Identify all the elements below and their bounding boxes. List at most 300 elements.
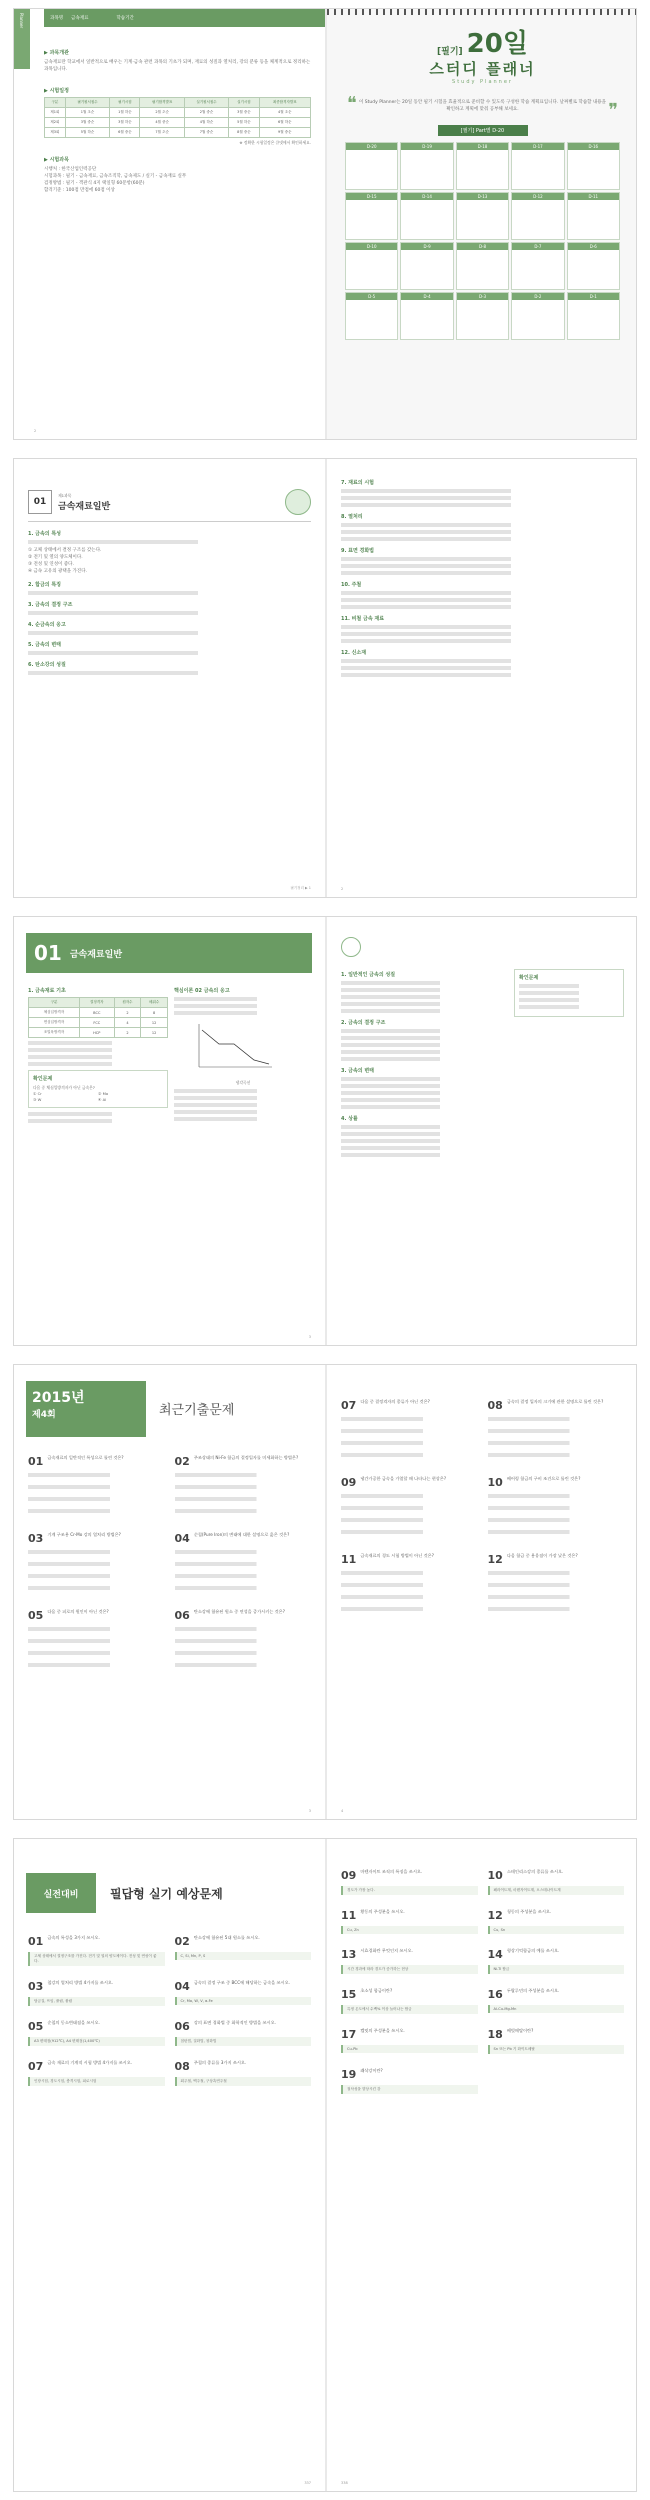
plan-day-label: D-2 [512, 293, 563, 300]
plan-day-label: D-12 [512, 193, 563, 200]
schedule-cell: 2월 초순 [140, 108, 184, 118]
method-item: 검정방법 : 필기 - 객관식 4지 택일형 60문항(60분) [44, 181, 145, 186]
summary-item: ① 고체 상태에서 결정 구조를 갖는다. [28, 548, 102, 553]
plan-day-cell [400, 142, 453, 190]
section-schedule-heading: ▶ 시험일정 [44, 88, 69, 94]
schedule-cell: 제3회 [45, 128, 66, 138]
chapter-number: 01 [34, 941, 62, 965]
question-text: 베빗메탈이란? [506, 2028, 534, 2033]
schedule-cell: 7월 초순 [140, 128, 184, 138]
summary-heading: 12. 신소재 [341, 650, 367, 656]
question-text: 다음 합금 중 용융점이 가장 낮은 것은? [506, 1553, 578, 1558]
plan-day-cell [511, 292, 564, 340]
question-text: 켈밋의 주성분을 쓰시오. [360, 2028, 405, 2033]
question-item [175, 1980, 312, 2006]
plan-day-label: D-18 [457, 143, 508, 150]
question-item [28, 1455, 165, 1516]
chapter-stamp-icon [285, 489, 311, 515]
method-item: 시행처 : 한국산업인력공단 [44, 167, 97, 172]
schedule-cell: 5월 하순 [65, 128, 109, 138]
schedule-cell: 4월 초순 [259, 108, 310, 118]
question-item [341, 1909, 478, 1934]
question-item [488, 1399, 625, 1460]
question-text: 금속의 특성을 3가지 쓰시오. [47, 1935, 100, 1940]
plan-day-cell [511, 192, 564, 240]
question-number: 08 [487, 1399, 503, 1412]
schedule-cell: 제1회 [45, 108, 66, 118]
question-number: 14 [487, 1948, 503, 1961]
question-number: 10 [487, 1476, 503, 1489]
question-number: 06 [174, 1609, 190, 1622]
question-item [28, 1935, 165, 1966]
crystal-row [29, 1018, 168, 1028]
page-number: 2 [341, 887, 344, 891]
plan-day-cell [400, 292, 453, 340]
question-number: 12 [487, 1909, 503, 1922]
plan-day-label: D-8 [457, 243, 508, 250]
section-heading: 1. 금속재료 기초 [28, 988, 66, 994]
planner-title [341, 31, 624, 85]
question-item [341, 2028, 478, 2054]
answer-box: 회주철, 백주철, 구상흑연주철 [175, 2077, 312, 2086]
schedule-cell: 5월 하순 [229, 118, 259, 128]
plan-day-cell [345, 292, 398, 340]
crystal-cell: 체심입방격자 [29, 1008, 80, 1018]
summary-list-right [341, 479, 624, 677]
plan-day-label: D-6 [568, 243, 619, 250]
crystal-cell: HCP [79, 1028, 114, 1038]
answer-box: A3 변태점(912℃), A4 변태점(1,400℃) [28, 2037, 165, 2046]
plan-day-cell [345, 242, 398, 290]
question-text: 쾌삭강이란? [360, 2068, 383, 2073]
question-item [341, 2068, 478, 2094]
check-box-title: 확인문제 [33, 1076, 53, 1082]
answer-box: Sn 또는 Pb 기 화이트메탈 [488, 2045, 625, 2054]
question-number: 03 [28, 1980, 44, 1993]
question-text: 황동의 주성분을 쓰시오. [360, 1909, 405, 1914]
question-number: 16 [487, 1988, 503, 2001]
header-bar [44, 9, 325, 27]
plan-day-cell [567, 292, 620, 340]
summary-heading: 10. 주철 [341, 582, 362, 588]
quote-open-icon: ❝ [347, 93, 357, 114]
schedule-note: ※ 정확한 시험일정은 큐넷에서 확인하세요. [239, 140, 311, 145]
question-text: 두랄루민의 주성분을 쓰시오. [506, 1988, 560, 1993]
chapter-banner [26, 933, 312, 973]
plan-day-cell [567, 242, 620, 290]
right-page [327, 459, 637, 897]
question-number: 12 [487, 1553, 503, 1566]
crystal-cell: 4 [114, 1018, 141, 1028]
crystal-cell: 12 [141, 1018, 168, 1028]
side-tab-label: Planner [19, 13, 24, 29]
questions-right [341, 1399, 624, 1626]
question-number: 18 [487, 2028, 503, 2041]
title-small: [필기] [437, 47, 463, 57]
plan-day-label: D-10 [346, 243, 397, 250]
page-number: 3 [308, 1335, 311, 1339]
summary-item: ③ 전성 및 연성이 좋다. [28, 562, 74, 567]
question-text: 강의 표면 경화법 중 화학적인 방법을 쓰시오. [193, 2020, 276, 2025]
choice: ① Cr [33, 1091, 42, 1096]
question-item [341, 1869, 478, 1895]
question-number: 05 [28, 1609, 44, 1622]
question-text: 베어링 합금의 구비 조건으로 틀린 것은? [506, 1476, 581, 1481]
method-list [44, 166, 311, 194]
question-text: 기계 구조용 Cr-Mo 강의 열처리 방법은? [47, 1532, 121, 1537]
answer-box: C, Si, Mn, P, S [175, 1952, 312, 1960]
question-text: 스테인리스강의 종류를 쓰시오. [506, 1869, 564, 1874]
theory-notes [341, 965, 506, 1160]
section-method-heading: ▶ 시험과목 [44, 157, 69, 163]
crystal-header-cell: 결정격자 [79, 998, 114, 1008]
question-text: 철강의 열처리 방법 4가지를 쓰시오. [47, 1980, 114, 1985]
question-number: 02 [174, 1455, 190, 1468]
question-item [488, 1476, 625, 1537]
question-item [175, 1935, 312, 1966]
question-item [488, 2028, 625, 2054]
plan-day-cell [511, 242, 564, 290]
question-text: 순철(Pure Iron)의 변태에 대한 설명으로 옳은 것은? [193, 1532, 290, 1537]
theory-note-heading: 1. 일반적인 금속의 성질 [341, 972, 396, 978]
title-main: 스터디 플래너 [429, 60, 536, 78]
question-number: 07 [28, 2060, 44, 2073]
plan-day-label: D-1 [568, 293, 619, 300]
exam-round: 제4회 [32, 1410, 56, 1420]
subject-label: 과목명 [50, 15, 64, 21]
planner-intro: 이 Study Planner는 20일 동안 필기 시험을 효율적으로 준비할 수 있도록 구성한 학습 계획표입니다. 날짜별로 학습할 내용을 확인하고 계획에 맞춰 공부해 보세요. [359, 100, 606, 112]
summary-heading: 4. 순금속의 응고 [28, 622, 66, 628]
plan-day-cell [345, 142, 398, 190]
chapter-title: 금속재료일반 [69, 949, 123, 960]
schedule-cell: 6월 중순 [110, 128, 140, 138]
schedule-cell: 6월 하순 [259, 118, 310, 128]
answer-box: 고체 상태에서 결정구조를 가진다. 전기 및 열의 양도체이다. 전성 및 연성이 좋다. [28, 1952, 165, 1966]
question-number: 04 [174, 1532, 190, 1545]
question-text: 마텐자이트 조직의 특징을 쓰시오. [360, 1869, 423, 1874]
section-tag-label: 실전대비 [43, 1889, 79, 1900]
plan-day-label: D-4 [401, 293, 452, 300]
schedule-cell: 2월 중순 [184, 108, 228, 118]
answer-box: Cu, Sn [488, 1926, 625, 1934]
answer-box: Ni-Ti 합금 [488, 1965, 625, 1974]
plan-day-cell [567, 192, 620, 240]
question-number: 05 [28, 2020, 44, 2033]
question-text: 냉간가공한 금속을 가열할 때 나타나는 현상은? [360, 1476, 447, 1481]
schedule-row [45, 128, 311, 138]
summary-heading: 9. 표면 경화법 [341, 548, 375, 554]
question-item [488, 1909, 625, 1934]
question-item [488, 1553, 625, 1614]
answer-box: Cr, Mo, W, V, α-Fe [175, 1997, 312, 2005]
right-page [327, 9, 637, 439]
question-number: 15 [341, 1988, 357, 2001]
theory-note-heading: 2. 금속의 결정 구조 [341, 1020, 386, 1026]
question-text: 주철의 종류를 3가지 쓰시오. [193, 2060, 247, 2065]
question-text: 금속 재료의 기계적 시험 방법 4가지를 쓰시오. [47, 2060, 133, 2065]
plan-day-label: D-5 [346, 293, 397, 300]
crystal-table [28, 997, 168, 1038]
plan-day-label: D-3 [457, 293, 508, 300]
questions-left [28, 1455, 311, 1682]
crystal-header-cell: 배위수 [141, 998, 168, 1008]
question-item [175, 1455, 312, 1516]
plan-day-label: D-7 [512, 243, 563, 250]
question-item [341, 1476, 478, 1537]
question-text: 주조상태의 Ni-Fe 합금의 결정입자를 미세화하는 방법은? [193, 1455, 299, 1460]
summary-heading: 7. 재료의 시험 [341, 480, 375, 486]
plan-day-label: D-14 [401, 193, 452, 200]
question-text: 다음 중 결정격자의 종류가 아닌 것은? [360, 1399, 430, 1404]
left-page [14, 9, 325, 439]
spread-practical [13, 1838, 637, 2492]
question-item [175, 1609, 312, 1670]
schedule-header-cell: 필기원서접수 [65, 98, 109, 108]
check-box-question: 다음 중 체심입방격자가 아닌 금속은? [33, 1085, 95, 1090]
chapter-badge: 01 [28, 490, 52, 514]
question-number: 17 [341, 2028, 357, 2041]
answer-box: 침탄법, 질화법, 청화법 [175, 2037, 312, 2046]
left-page [14, 1365, 325, 1819]
spread-past-exam [13, 1364, 637, 1820]
schedule-cell: 4월 중순 [140, 118, 184, 128]
summary-heading: 1. 금속의 특성 [28, 531, 62, 537]
question-text: 형상기억합금의 예를 쓰시오. [506, 1948, 560, 1953]
question-number: 09 [341, 1869, 357, 1882]
question-item [175, 2060, 312, 2086]
schedule-header-cell: 실기원서접수 [184, 98, 228, 108]
plan-day-cell [456, 242, 509, 290]
plan-day-label: D-16 [568, 143, 619, 150]
question-text: 시효경화란 무엇인지 쓰시오. [360, 1948, 413, 1953]
question-text: 금속재료의 경도 시험 방법이 아닌 것은? [360, 1553, 434, 1558]
question-text: 초소성 합금이란? [360, 1988, 393, 1993]
plan-day-label: D-9 [401, 243, 452, 250]
page-number: 필기정리 ▶ 1 [290, 886, 311, 890]
crystal-header-cell: 구분 [29, 998, 80, 1008]
schedule-row [45, 118, 311, 128]
summary-heading: 2. 합금의 특징 [28, 582, 62, 588]
answer-box: Cu, Zn [341, 1926, 478, 1934]
question-number: 11 [341, 1909, 357, 1922]
question-item [28, 1980, 165, 2006]
right-page [327, 1365, 637, 1819]
plan-day-label: D-13 [457, 193, 508, 200]
schedule-header-cell: 필기시험 [110, 98, 140, 108]
exam-year: 2015년 [32, 1390, 85, 1406]
choice: ④ Al [98, 1097, 107, 1102]
chapter-part: 제1과목 [58, 492, 72, 498]
question-text: 순철의 동소변태점을 쓰시오. [47, 2020, 100, 2025]
answer-box: 페라이트계, 마텐자이트계, 오스테나이트계 [488, 1886, 625, 1895]
answer-box: Al-Cu-Mg-Mn [488, 2005, 625, 2013]
summary-item: ④ 금속 고유의 광택을 가진다. [28, 569, 88, 574]
plan-day-label: D-17 [512, 143, 563, 150]
intro-text: 금속재료란 학교에서 일반적으로 배우는 기계·금속 관련 과목의 기초가 되며, 재료의 성질과 열처리, 강의 분류 등을 체계적으로 정리하는 과목입니다. [44, 60, 311, 72]
answer-box: 경도가 가장 높다. [341, 1886, 478, 1895]
plan-day-label: D-20 [346, 143, 397, 150]
crystal-cell: 12 [141, 1028, 168, 1038]
schedule-cell: 7월 중순 [184, 128, 228, 138]
summary-heading: 11. 비철 금속 재료 [341, 616, 385, 622]
question-item [488, 1948, 625, 1974]
theory-note-heading: 4. 상률 [341, 1116, 358, 1122]
question-text: 청동의 주성분을 쓰시오. [506, 1909, 552, 1914]
question-item [341, 1988, 478, 2014]
question-item [175, 1532, 312, 1593]
left-page [14, 459, 325, 897]
cooling-curve-graph [194, 1022, 274, 1072]
chapter-title: 금속재료일반 [58, 501, 111, 512]
page-number: 2 [34, 429, 37, 433]
schedule-cell: 1월 초순 [65, 108, 109, 118]
question-item [488, 1869, 625, 1895]
schedule-cell: 1월 하순 [110, 108, 140, 118]
question-number: 01 [28, 1455, 44, 1468]
summary-heading: 3. 금속의 결정 구조 [28, 602, 73, 608]
crystal-cell: 2 [114, 1008, 141, 1018]
answer-box: 시간 경과에 따라 경도가 증가하는 현상 [341, 1965, 478, 1974]
schedule-cell: 4월 하순 [184, 118, 228, 128]
title-number: 20일 [466, 29, 528, 59]
practical-title: 필답형 실기 예상문제 [110, 1887, 223, 1901]
schedule-cell: 3월 하순 [110, 118, 140, 128]
question-text: 금속의 결정 구조 중 BCC에 해당하는 금속을 쓰시오. [193, 1980, 290, 1985]
question-item [488, 1988, 625, 2014]
plan-label: [필기] Part별 D-20 [438, 125, 528, 136]
summary-heading: 5. 금속의 변태 [28, 642, 62, 648]
crystal-cell: 면심입방격자 [29, 1018, 80, 1028]
question-item [341, 1399, 478, 1460]
year-banner [26, 1381, 146, 1437]
plan-day-cell [511, 142, 564, 190]
right-page [327, 1839, 637, 2491]
question-number: 07 [341, 1399, 357, 1412]
method-item: 시험과목 : 필기 - 금속재료, 금속조직학, 금속제도 / 실기 - 금속재료 실무 [44, 174, 187, 179]
schedule-table [44, 97, 311, 138]
theory-title: 핵심이론 02 금속의 응고 [174, 988, 230, 994]
answer-box: 인장시험, 경도시험, 충격시험, 피로시험 [28, 2077, 165, 2086]
question-text: 금속의 결정 입자의 크기에 관한 설명으로 틀린 것은? [506, 1399, 604, 1404]
check-box [28, 1070, 168, 1108]
schedule-header-cell: 구분 [45, 98, 66, 108]
right-page [327, 917, 637, 1345]
page-number: 3 [308, 1809, 311, 1813]
plan-day-cell [400, 192, 453, 240]
question-number: 04 [174, 1980, 190, 1993]
summary-item: ② 전기 및 열의 양도체이다. [28, 555, 83, 560]
schedule-cell: 3월 중순 [65, 118, 109, 128]
question-text: 다음 중 피로의 원인이 아닌 것은? [47, 1609, 109, 1614]
question-item [28, 2020, 165, 2046]
question-number: 03 [28, 1532, 44, 1545]
plan-day-cell [456, 192, 509, 240]
question-number: 09 [341, 1476, 357, 1489]
chapter-marker-icon [341, 937, 361, 957]
schedule-header-cell: 실기시험 [229, 98, 259, 108]
answer-box: 특정 온도에서 수백% 이상 늘어나는 합금 [341, 2005, 478, 2014]
question-number: 06 [174, 2020, 190, 2033]
section-intro-heading: ▶ 과목개관 [44, 50, 69, 56]
crystal-cell: 2 [114, 1028, 141, 1038]
question-text: 탄소강에 함유된 5대 원소를 쓰시오. [193, 1935, 260, 1940]
quote-close-icon: ❞ [608, 100, 618, 121]
plan-grid [345, 142, 620, 340]
plan-day-cell [456, 292, 509, 340]
method-item: 합격기준 : 100점 만점에 60점 이상 [44, 188, 115, 193]
page-number: 338 [341, 2481, 348, 2485]
left-page [14, 917, 325, 1345]
question-number: 10 [487, 1869, 503, 1882]
practical-questions-right [341, 1869, 624, 2106]
question-item [28, 1609, 165, 1670]
answer-box: 담금질, 뜨임, 풀림, 불림 [28, 1997, 165, 2006]
summary-heading: 8. 열처리 [341, 514, 363, 520]
schedule-header-cell: 최종합격자발표 [259, 98, 310, 108]
spread-planner [13, 8, 637, 440]
question-item [341, 1948, 478, 1974]
plan-day-cell [400, 242, 453, 290]
plan-day-cell [345, 192, 398, 240]
question-item [341, 1553, 478, 1614]
crystal-cell: 8 [141, 1008, 168, 1018]
crystal-cell: FCC [79, 1018, 114, 1028]
schedule-row [45, 108, 311, 118]
question-number: 19 [341, 2068, 357, 2081]
side-tab [14, 9, 30, 69]
question-number: 13 [341, 1948, 357, 1961]
schedule-cell: 제2회 [45, 118, 66, 128]
answer-box: 절삭성을 향상시킨 강 [341, 2085, 478, 2094]
schedule-cell: 8월 중순 [229, 128, 259, 138]
exam-title: 최근기출문제 [159, 1403, 235, 1418]
schedule-cell: 9월 중순 [259, 128, 310, 138]
subject-value: 금속재료 [71, 15, 89, 21]
section-tag [26, 1873, 96, 1913]
choice: ③ W [33, 1097, 42, 1102]
question-item [28, 2060, 165, 2086]
left-page [14, 1839, 325, 2491]
period-label: 학습기간 [116, 15, 134, 21]
crystal-header-cell: 원자수 [114, 998, 141, 1008]
spiral-binding [327, 9, 637, 15]
summary-heading: 6. 탄소강의 성질 [28, 662, 66, 668]
check-box-right [514, 969, 624, 1017]
graph-label: 냉각곡선 [235, 1080, 251, 1085]
theory-note-heading: 3. 금속의 변태 [341, 1068, 375, 1074]
crystal-cell: 조밀육방격자 [29, 1028, 80, 1038]
spread-theory [13, 916, 637, 1346]
question-text: 탄소강에 함유된 원소 중 연성을 증가시키는 것은? [193, 1609, 285, 1614]
practical-questions-left [28, 1935, 311, 2098]
page-number: 4 [341, 1809, 344, 1813]
schedule-header-cell: 필기합격발표 [140, 98, 184, 108]
summary-list-left [28, 530, 311, 675]
plan-day-label: D-19 [401, 143, 452, 150]
question-text: 금속재료의 일반적인 특성으로 틀린 것은? [47, 1455, 124, 1460]
question-item [28, 1532, 165, 1593]
crystal-row [29, 1028, 168, 1038]
question-number: 08 [174, 2060, 190, 2073]
choice: ② Mo [98, 1091, 109, 1096]
question-number: 11 [341, 1553, 357, 1566]
spread-summary [13, 458, 637, 898]
plan-day-label: D-11 [568, 193, 619, 200]
question-number: 02 [174, 1935, 190, 1948]
schedule-cell: 3월 중순 [229, 108, 259, 118]
answer-box: Cu-Pb [341, 2045, 478, 2053]
page-number: 337 [304, 2481, 311, 2485]
